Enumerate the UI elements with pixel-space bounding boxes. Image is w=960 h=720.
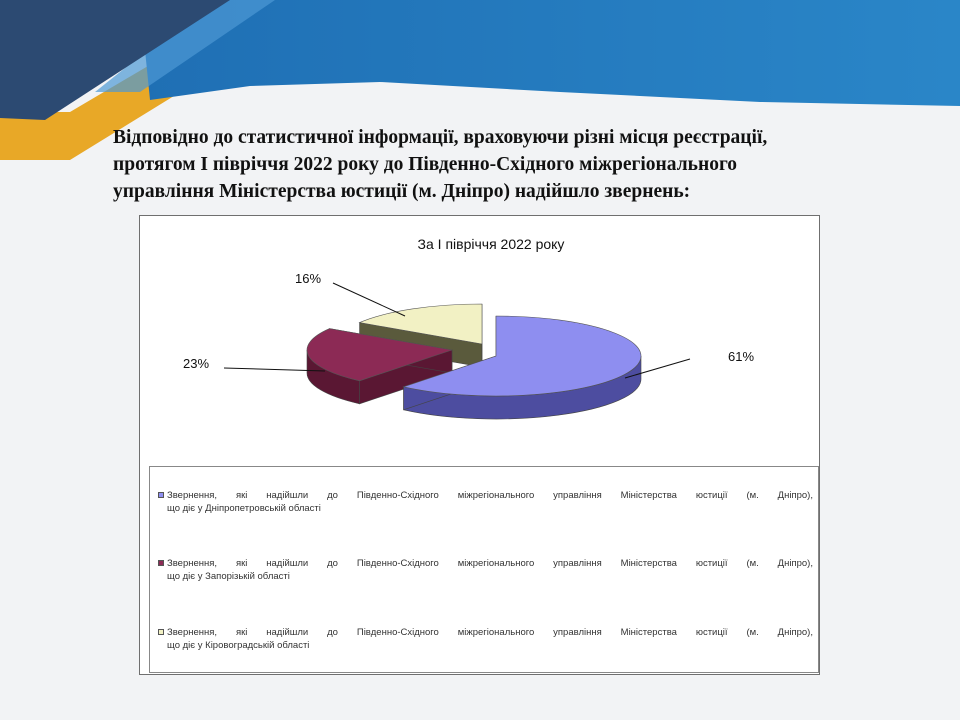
slice-value-label: 61% [728,349,755,364]
slice-value-label: 16% [295,271,322,286]
slice-value-label: 23% [183,356,210,371]
chart-title: За І півріччя 2022 року [417,236,565,252]
legend-label-line1: Звернення, які надійшли до Південно-Східного міжрегіонального управління Міністерства юстиції (м. Дніпро), [167,490,813,501]
legend-swatch [158,629,164,635]
legend-item [158,626,813,652]
legend-label-line1: Звернення, які надійшли до Південно-Східного міжрегіонального управління Міністерства юстиції (м. Дніпро), [167,627,813,638]
legend-label-line2: що діє у Дніпропетровській області [167,503,321,514]
leader-line [333,283,405,316]
legend-item [158,489,813,515]
legend-label-line2: що діє у Запорізькій області [167,571,290,582]
legend-swatch [158,492,164,498]
banner-blue-wave [140,0,960,106]
legend-swatch [158,560,164,566]
chart-legend [149,466,819,673]
legend-label-line2: що діє у Кіровоградській області [167,640,310,651]
legend-label-line1: Звернення, які надійшли до Південно-Східного міжрегіонального управління Міністерства юстиції (м. Дніпро), [167,558,813,569]
chart-container [139,215,820,675]
slide-heading: Відповідно до статистичної інформації, враховуючи різні місця реєстрації, протягом І півріччя 2022 року до Південно-Східного міжрегіонального управління Міністерства юстиції (м. Дніпро) надійшло звернень: [113,127,768,202]
legend-item [158,557,813,583]
pie-chart [140,216,821,466]
